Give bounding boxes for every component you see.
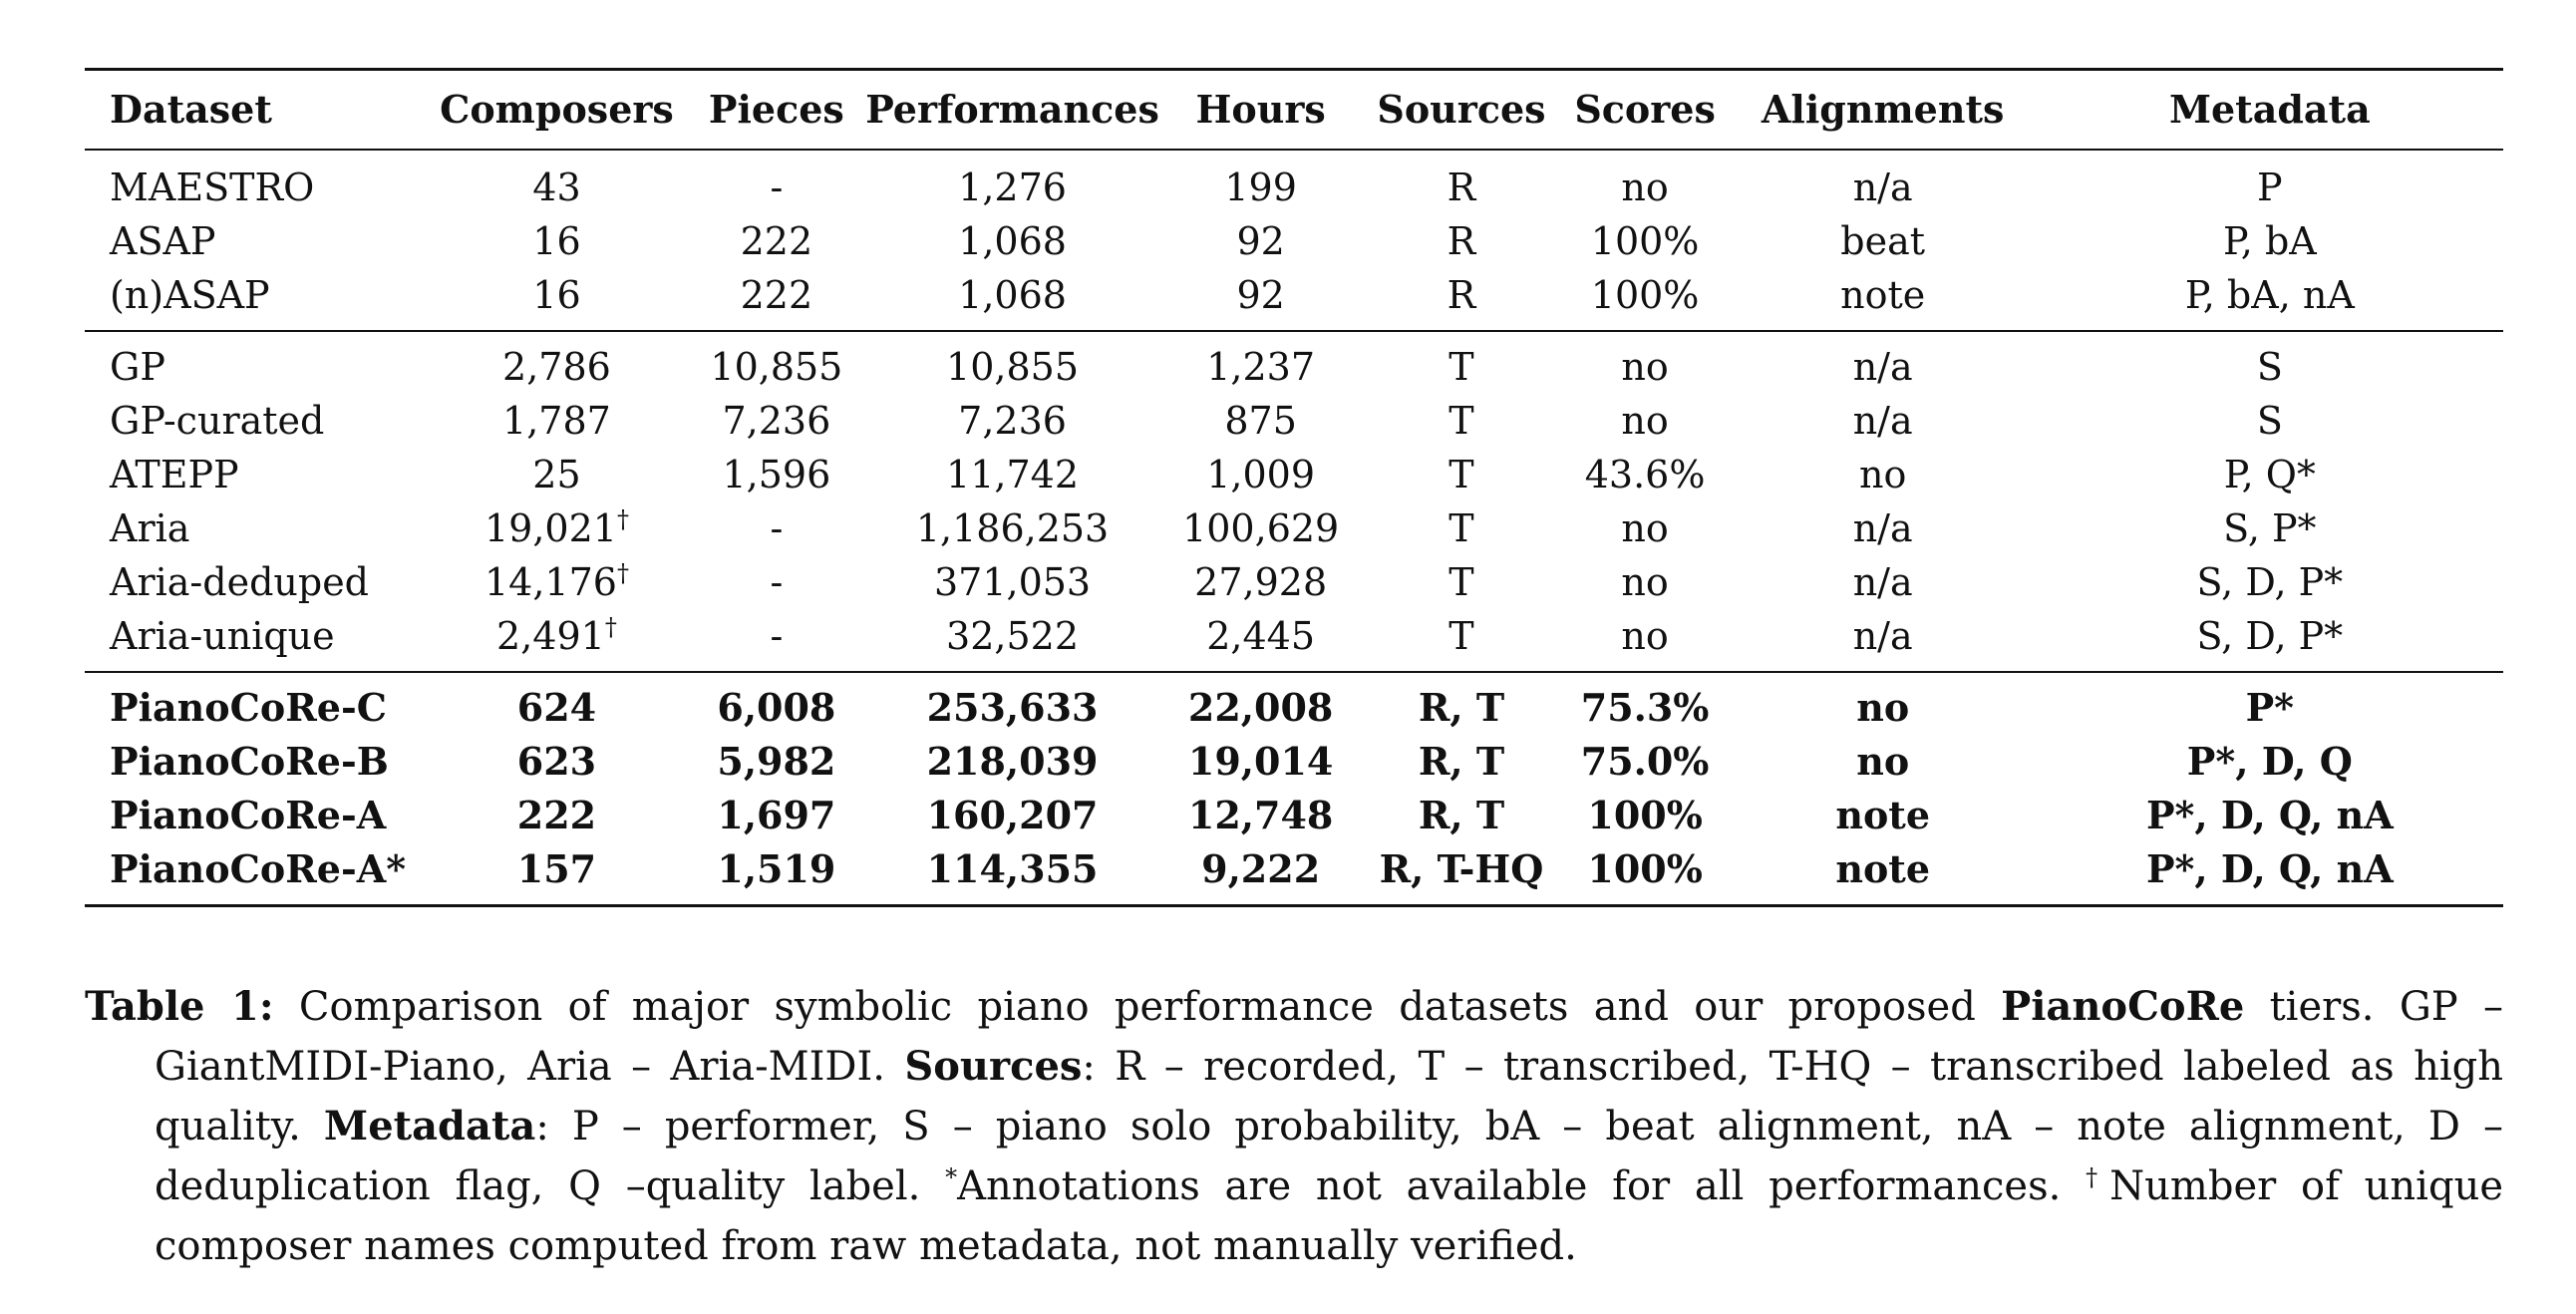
cell-pieces-value: - [770, 560, 784, 604]
cell-performances [865, 609, 1159, 672]
cell-performances-value: 218,039 [926, 739, 1099, 784]
cell-hours-value: 19,014 [1187, 739, 1334, 784]
cell-scores-value: 100% [1590, 273, 1700, 317]
cell-composers-value: 222 [516, 793, 597, 837]
cell-sources-value: T [1449, 345, 1474, 389]
cell-metadata-value: P*, D, Q [2186, 739, 2353, 784]
cell-scores [1561, 214, 1730, 268]
cell-metadata [2037, 268, 2503, 331]
cell-hours [1159, 735, 1363, 789]
caption-label: Table 1: [85, 983, 274, 1030]
cell-metadata-value: S [2256, 345, 2283, 389]
cell-composers [426, 842, 687, 906]
cell-scores [1561, 448, 1730, 501]
table-row [85, 331, 2503, 394]
cell-pieces [688, 448, 866, 501]
cell-sources-value: R, T [1418, 739, 1505, 784]
cell-pieces [688, 735, 866, 789]
cell-pieces-value: 1,519 [717, 846, 836, 891]
cell-performances [865, 555, 1159, 609]
cell-sources [1362, 735, 1560, 789]
cell-performances-value: 32,522 [946, 614, 1080, 658]
cell-hours-value: 12,748 [1187, 793, 1334, 837]
caption-metadata-text: : P – performer, S – piano solo probability, bA – beat alignment, nA – note alignment, D – deduplication flag, Q –quality label. [155, 1104, 2503, 1209]
cell-dataset [85, 555, 426, 609]
header-row [85, 70, 2503, 151]
cell-metadata-value: P, bA [2222, 219, 2317, 263]
cell-hours-value: 875 [1224, 399, 1297, 443]
header-pieces: Pieces [688, 70, 866, 151]
cell-pieces-value: 6,008 [717, 685, 836, 730]
cell-scores-value: no [1621, 165, 1669, 209]
cell-scores-value: no [1621, 506, 1669, 550]
cell-composers-value: 157 [516, 846, 597, 891]
cell-metadata [2037, 394, 2503, 448]
table-row [85, 842, 2503, 906]
cell-performances-value: 1,186,253 [915, 506, 1110, 550]
cell-hours-value: 27,928 [1194, 560, 1328, 604]
header-hours: Hours [1159, 70, 1363, 151]
table-header [85, 70, 2503, 151]
table-row [85, 609, 2503, 672]
cell-dataset-value: Aria-unique [110, 614, 335, 658]
cell-pieces-value: 5,982 [717, 739, 836, 784]
cell-scores [1561, 501, 1730, 555]
caption-star-mark: * [945, 1163, 958, 1191]
cell-alignments-value: no [1859, 453, 1907, 496]
cell-hours [1159, 268, 1363, 331]
cell-sources [1362, 672, 1560, 735]
cell-alignments [1730, 735, 2037, 789]
cell-dataset [85, 672, 426, 735]
caption-dagger-note: Number of unique composer names computed from raw metadata, not manually verified. [155, 1163, 2503, 1269]
cell-scores [1561, 789, 1730, 842]
cell-metadata-value: P, bA, nA [2184, 273, 2355, 317]
cell-metadata-value: S [2256, 399, 2283, 443]
caption-metadata-label: Metadata [323, 1103, 536, 1150]
cell-dataset-value: GP-curated [110, 399, 325, 443]
cell-dataset [85, 331, 426, 394]
cell-metadata-value: P* [2245, 685, 2295, 730]
cell-dataset [85, 789, 426, 842]
table-group-pianocore [85, 672, 2503, 906]
cell-scores-value: 43.6% [1584, 453, 1706, 496]
cell-pieces [688, 150, 866, 214]
cell-pieces-value: 222 [740, 219, 813, 263]
cell-composers [426, 448, 687, 501]
cell-pieces [688, 331, 866, 394]
cell-performances [865, 394, 1159, 448]
cell-scores [1561, 394, 1730, 448]
cell-metadata [2037, 842, 2503, 906]
cell-sources [1362, 331, 1560, 394]
header-sources: Sources [1362, 70, 1560, 151]
cell-dataset [85, 501, 426, 555]
cell-hours-value: 22,008 [1187, 685, 1334, 730]
cell-pieces-value: 222 [740, 273, 813, 317]
cell-metadata [2037, 555, 2503, 609]
cell-sources-value: T [1449, 506, 1474, 550]
cell-alignments [1730, 268, 2037, 331]
cell-dataset-value: PianoCoRe-C [110, 685, 387, 730]
cell-pieces [688, 268, 866, 331]
cell-composers-value: 2,491 [496, 614, 605, 658]
table-group-recorded [85, 150, 2503, 331]
cell-scores [1561, 331, 1730, 394]
cell-performances-value: 1,068 [958, 273, 1067, 317]
cell-hours-value: 1,009 [1206, 453, 1316, 496]
table-row [85, 501, 2503, 555]
table-caption [85, 977, 2503, 1276]
cell-pieces [688, 609, 866, 672]
cell-metadata-value: S, P* [2223, 506, 2317, 550]
cell-performances-value: 1,068 [958, 219, 1067, 263]
cell-sources-value: T [1449, 453, 1474, 496]
cell-alignments-value: no [1856, 685, 1910, 730]
cell-hours [1159, 331, 1363, 394]
cell-scores [1561, 609, 1730, 672]
cell-metadata-value: S, D, P* [2196, 560, 2344, 604]
cell-hours [1159, 394, 1363, 448]
cell-scores [1561, 842, 1730, 906]
header-dataset: Dataset [85, 70, 426, 151]
table-row [85, 555, 2503, 609]
cell-performances [865, 150, 1159, 214]
cell-metadata [2037, 672, 2503, 735]
cell-pieces [688, 842, 866, 906]
cell-alignments-value: note [1835, 846, 1931, 891]
cell-alignments [1730, 331, 2037, 394]
cell-pieces [688, 214, 866, 268]
cell-alignments-value: beat [1840, 219, 1926, 263]
cell-alignments [1730, 150, 2037, 214]
cell-alignments [1730, 448, 2037, 501]
cell-composers [426, 789, 687, 842]
cell-sources-value: R [1447, 219, 1476, 263]
cell-hours-value: 100,629 [1182, 506, 1340, 550]
header-scores: Scores [1561, 70, 1730, 151]
cell-scores [1561, 555, 1730, 609]
cell-alignments-value: n/a [1852, 165, 1913, 209]
cell-pieces-value: - [770, 165, 784, 209]
cell-alignments [1730, 555, 2037, 609]
cell-dataset-value: PianoCoRe-B [110, 739, 389, 784]
cell-dataset [85, 609, 426, 672]
cell-alignments-value: note [1835, 793, 1931, 837]
table-row [85, 448, 2503, 501]
cell-composers [426, 672, 687, 735]
cell-sources [1362, 448, 1560, 501]
cell-scores-value: 75.3% [1580, 685, 1710, 730]
cell-hours [1159, 448, 1363, 501]
cell-composers [426, 735, 687, 789]
cell-sources [1362, 609, 1560, 672]
cell-hours-value: 92 [1236, 219, 1285, 263]
cell-metadata-value: P*, D, Q, nA [2145, 793, 2394, 837]
cell-dataset-value: PianoCoRe-A* [110, 846, 407, 891]
caption-proposed-name: PianoCoRe [2001, 983, 2245, 1030]
cell-alignments-value: n/a [1852, 506, 1913, 550]
cell-composers [426, 555, 687, 609]
cell-scores [1561, 735, 1730, 789]
cell-hours [1159, 842, 1363, 906]
cell-scores-value: 100% [1587, 793, 1703, 837]
cell-composers-value: 2,786 [502, 345, 611, 389]
cell-hours-value: 92 [1236, 273, 1285, 317]
cell-dataset [85, 268, 426, 331]
cell-composers [426, 609, 687, 672]
cell-pieces-value: 1,596 [722, 453, 831, 496]
cell-dataset-value: GP [110, 345, 165, 389]
cell-composers-value: 1,787 [502, 399, 611, 443]
cell-metadata [2037, 789, 2503, 842]
cell-composers-footnote-mark: † [616, 505, 629, 533]
caption-sources-label: Sources [904, 1043, 1083, 1090]
cell-dataset-value: Aria-deduped [110, 560, 370, 604]
cell-hours [1159, 555, 1363, 609]
header-performances: Performances [865, 70, 1159, 151]
cell-pieces [688, 555, 866, 609]
table-row [85, 268, 2503, 331]
cell-sources [1362, 268, 1560, 331]
cell-hours-value: 9,222 [1201, 846, 1321, 891]
cell-composers-value: 624 [516, 685, 597, 730]
cell-sources-value: T [1449, 560, 1474, 604]
caption-sources-text: : R – recorded, T – transcribed, T-HQ – transcribed labeled as high quality. [155, 1044, 2503, 1150]
cell-composers-footnote-mark: † [604, 613, 617, 641]
cell-metadata [2037, 501, 2503, 555]
table-row [85, 214, 2503, 268]
cell-sources-value: R, T [1418, 685, 1505, 730]
table-row [85, 735, 2503, 789]
cell-performances [865, 214, 1159, 268]
caption-star-note: Annotations are not available for all performances. [957, 1163, 2087, 1209]
cell-dataset [85, 842, 426, 906]
cell-hours [1159, 609, 1363, 672]
cell-alignments-value: n/a [1852, 560, 1913, 604]
cell-scores [1561, 672, 1730, 735]
cell-sources-value: R, T-HQ [1379, 846, 1544, 891]
cell-performances [865, 331, 1159, 394]
comparison-table [85, 68, 2503, 907]
cell-metadata-value: P [2257, 165, 2283, 209]
table-row [85, 789, 2503, 842]
cell-scores-value: 100% [1590, 219, 1700, 263]
cell-composers [426, 394, 687, 448]
cell-alignments-value: note [1840, 273, 1926, 317]
cell-performances-value: 11,742 [946, 453, 1080, 496]
cell-dataset [85, 150, 426, 214]
cell-sources-value: T [1449, 614, 1474, 658]
cell-sources-value: T [1449, 399, 1474, 443]
cell-composers [426, 214, 687, 268]
cell-alignments-value: n/a [1852, 399, 1913, 443]
cell-sources-value: R [1447, 273, 1476, 317]
cell-composers [426, 268, 687, 331]
cell-hours-value: 199 [1224, 165, 1297, 209]
cell-dataset-value: ATEPP [110, 453, 239, 496]
cell-hours [1159, 789, 1363, 842]
cell-composers [426, 501, 687, 555]
table-row [85, 672, 2503, 735]
cell-alignments-value: no [1856, 739, 1910, 784]
cell-pieces [688, 789, 866, 842]
cell-sources [1362, 842, 1560, 906]
cell-scores [1561, 150, 1730, 214]
cell-performances [865, 789, 1159, 842]
cell-sources [1362, 214, 1560, 268]
cell-composers-value: 623 [516, 739, 597, 784]
cell-alignments-value: n/a [1852, 345, 1913, 389]
cell-hours [1159, 214, 1363, 268]
cell-pieces [688, 394, 866, 448]
cell-sources [1362, 555, 1560, 609]
cell-scores-value: no [1621, 614, 1669, 658]
cell-pieces-value: - [770, 506, 784, 550]
cell-performances [865, 268, 1159, 331]
cell-performances-value: 114,355 [926, 846, 1099, 891]
cell-sources [1362, 501, 1560, 555]
cell-metadata [2037, 735, 2503, 789]
cell-dataset [85, 214, 426, 268]
cell-performances-value: 253,633 [926, 685, 1099, 730]
caption-intro: Comparison of major symbolic piano performance datasets and our proposed [273, 984, 2002, 1030]
cell-composers-value: 16 [532, 219, 581, 263]
cell-hours [1159, 501, 1363, 555]
cell-pieces-value: - [770, 614, 784, 658]
cell-composers-value: 19,021 [483, 506, 617, 550]
cell-dataset [85, 448, 426, 501]
cell-hours-value: 2,445 [1206, 614, 1316, 658]
cell-dataset-value: Aria [110, 506, 190, 550]
cell-performances-value: 160,207 [926, 793, 1099, 837]
caption-dagger-mark: † [2086, 1163, 2110, 1191]
cell-metadata [2037, 448, 2503, 501]
table-row [85, 394, 2503, 448]
cell-scores-value: no [1621, 399, 1669, 443]
cell-scores-value: no [1621, 345, 1669, 389]
cell-dataset [85, 394, 426, 448]
cell-performances [865, 735, 1159, 789]
cell-dataset-value: ASAP [110, 219, 216, 263]
cell-pieces-value: 10,855 [710, 345, 843, 389]
cell-hours [1159, 672, 1363, 735]
cell-composers-value: 43 [532, 165, 581, 209]
cell-performances-value: 371,053 [933, 560, 1092, 604]
cell-metadata-value: P, Q* [2223, 453, 2316, 496]
cell-metadata-value: S, D, P* [2196, 614, 2344, 658]
header-metadata: Metadata [2037, 70, 2503, 151]
cell-metadata-value: P*, D, Q, nA [2145, 846, 2394, 891]
cell-hours [1159, 150, 1363, 214]
cell-performances-value: 1,276 [958, 165, 1067, 209]
cell-dataset-value: PianoCoRe-A [110, 793, 387, 837]
cell-performances [865, 501, 1159, 555]
cell-composers [426, 331, 687, 394]
cell-dataset-value: (n)ASAP [110, 273, 270, 317]
header-alignments: Alignments [1730, 70, 2037, 151]
cell-sources-value: R [1447, 165, 1476, 209]
table-row [85, 150, 2503, 214]
cell-composers-value: 25 [532, 453, 581, 496]
cell-alignments [1730, 672, 2037, 735]
cell-performances-value: 7,236 [958, 399, 1067, 443]
cell-alignments [1730, 842, 2037, 906]
cell-performances [865, 672, 1159, 735]
cell-sources-value: R, T [1418, 793, 1505, 837]
cell-dataset-value: MAESTRO [110, 165, 315, 209]
cell-alignments [1730, 501, 2037, 555]
cell-composers-footnote-mark: † [616, 559, 629, 587]
cell-metadata [2037, 150, 2503, 214]
cell-alignments [1730, 394, 2037, 448]
table-group-transcribed [85, 331, 2503, 672]
cell-composers-value: 14,176 [483, 560, 617, 604]
cell-pieces [688, 501, 866, 555]
cell-alignments-value: n/a [1852, 614, 1913, 658]
cell-metadata [2037, 214, 2503, 268]
cell-sources [1362, 150, 1560, 214]
header-composers: Composers [426, 70, 687, 151]
cell-performances [865, 842, 1159, 906]
cell-composers-value: 16 [532, 273, 581, 317]
cell-pieces-value: 1,697 [717, 793, 836, 837]
cell-pieces-value: 7,236 [722, 399, 831, 443]
cell-performances-value: 10,855 [946, 345, 1080, 389]
cell-performances [865, 448, 1159, 501]
cell-scores-value: no [1621, 560, 1669, 604]
caption-intro-end: tiers. GP – GiantMIDI-Piano, Aria – Aria-MIDI. [155, 984, 2503, 1090]
cell-dataset [85, 735, 426, 789]
cell-sources [1362, 394, 1560, 448]
cell-alignments [1730, 609, 2037, 672]
cell-metadata [2037, 609, 2503, 672]
cell-scores-value: 100% [1587, 846, 1703, 891]
cell-hours-value: 1,237 [1206, 345, 1316, 389]
cell-alignments [1730, 789, 2037, 842]
cell-metadata [2037, 331, 2503, 394]
cell-alignments [1730, 214, 2037, 268]
cell-composers [426, 150, 687, 214]
cell-sources [1362, 789, 1560, 842]
cell-scores [1561, 268, 1730, 331]
cell-pieces [688, 672, 866, 735]
cell-scores-value: 75.0% [1580, 739, 1710, 784]
